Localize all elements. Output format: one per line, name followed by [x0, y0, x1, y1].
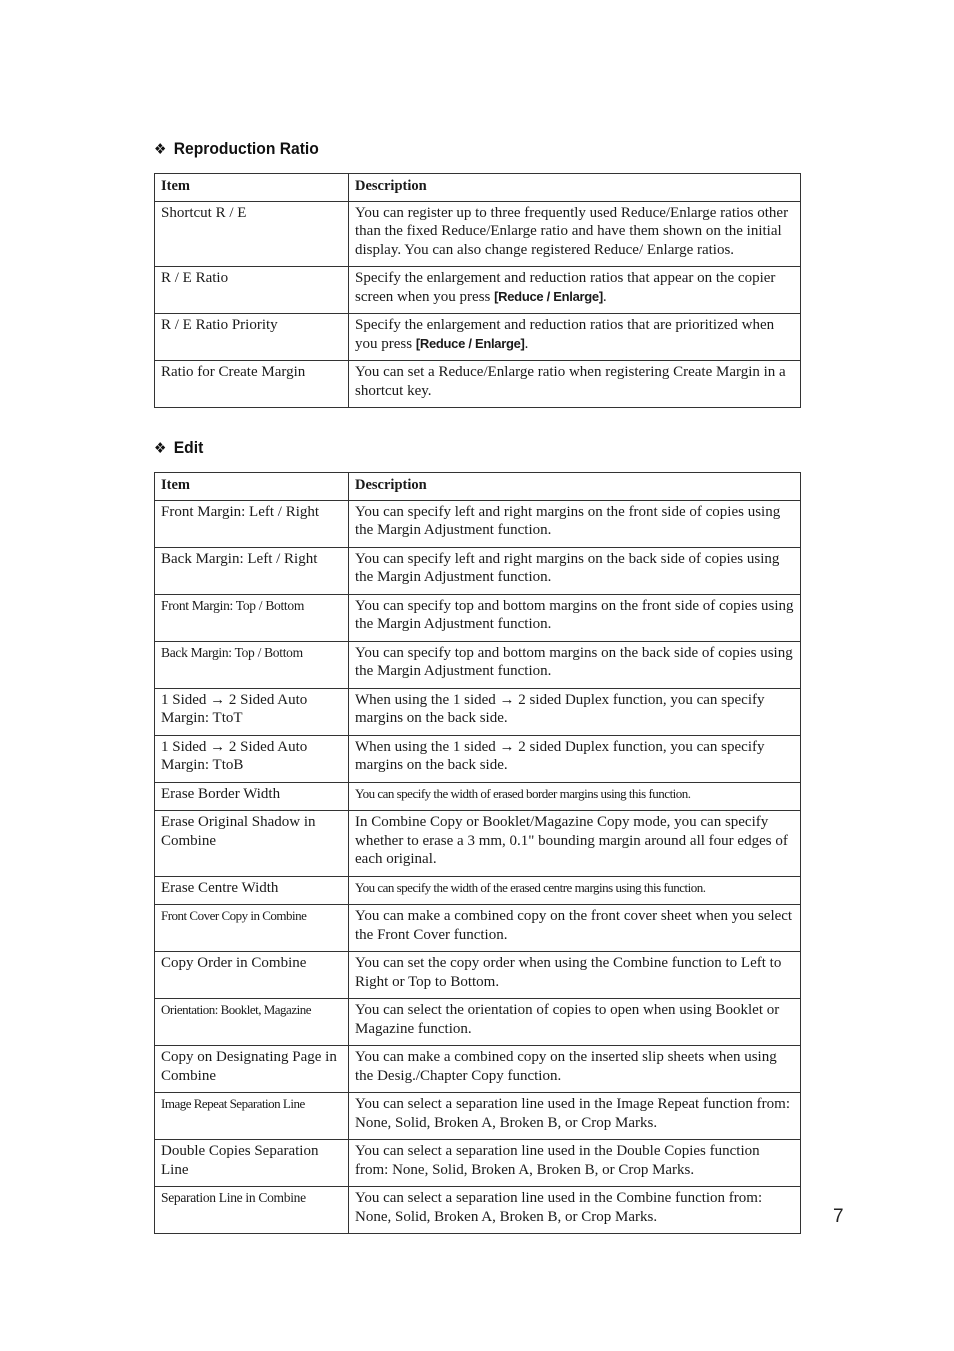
reproduction-ratio-table — [154, 173, 801, 408]
item-cell: Front Margin: Top / Bottom — [155, 594, 349, 641]
description-cell: You can select a separation line used in the Double Copies function from: None, Solid, Broken A, Broken B, or Crop Marks. — [349, 1140, 801, 1187]
table-header-row — [155, 174, 801, 202]
page-number: 7 — [833, 1206, 844, 1227]
table-row — [155, 201, 801, 267]
table-row — [155, 1093, 801, 1140]
table-row — [155, 547, 801, 594]
description-cell: You can register up to three frequently used Reduce/Enlarge ratios other than the fixed Reduce/Enlarge ratio and have them shown on the initial display. You can also change registered Reduce/ Enlarge ratios. — [349, 201, 801, 267]
item-cell: Ratio for Create Margin — [155, 361, 349, 408]
description-cell: You can set the copy order when using the Combine function to Left to Right or Top to Bottom. — [349, 952, 801, 999]
item-cell: R / E Ratio — [155, 267, 349, 314]
description-cell: You can specify top and bottom margins on the back side of copies using the Margin Adjustment function. — [349, 641, 801, 688]
item-cell: Erase Original Shadow in Combine — [155, 811, 349, 877]
table-row — [155, 952, 801, 999]
diamond-bullet-icon: ❖ — [154, 439, 167, 457]
item-cell: Front Margin: Left / Right — [155, 500, 349, 547]
table-row — [155, 641, 801, 688]
diamond-bullet-icon: ❖ — [154, 140, 167, 158]
item-cell: R / E Ratio Priority — [155, 314, 349, 361]
description-cell: You can make a combined copy on the inserted slip sheets when using the Desig./Chapter Copy function. — [349, 1046, 801, 1093]
description-cell: You can select a separation line used in the Image Repeat function from: None, Solid, Broken A, Broken B, or Crop Marks. — [349, 1093, 801, 1140]
description-cell: When using the 1 sided → 2 sided Duplex function, you can specify margins on the back side. — [349, 735, 801, 782]
description-cell: You can specify left and right margins on the front side of copies using the Margin Adjustment function. — [349, 500, 801, 547]
table-row — [155, 735, 801, 782]
reduce-enlarge-key-label: [Reduce / Enlarge] — [494, 288, 603, 304]
description-tail: . — [524, 335, 529, 352]
table-row — [155, 314, 801, 361]
table-row — [155, 782, 801, 811]
item-cell: Double Copies Separation Line — [155, 1140, 349, 1187]
description-cell: You can specify top and bottom margins on the front side of copies using the Margin Adjustment function. — [349, 594, 801, 641]
item-cell: Separation Line in Combine — [155, 1187, 349, 1234]
item-cell: Copy Order in Combine — [155, 952, 349, 999]
description-cell: When using the 1 sided → 2 sided Duplex function, you can specify margins on the back side. — [349, 688, 801, 735]
description-cell: You can select a separation line used in the Combine function from: None, Solid, Broken A, Broken B, or Crop Marks. — [349, 1187, 801, 1234]
item-cell: 1 Sided → 2 Sided Auto Margin: TtoB — [155, 735, 349, 782]
description-cell: You can make a combined copy on the front cover sheet when you select the Front Cover function. — [349, 905, 801, 952]
item-cell: Front Cover Copy in Combine — [155, 905, 349, 952]
description-cell — [349, 314, 801, 361]
table-row — [155, 905, 801, 952]
item-cell: Erase Centre Width — [155, 876, 349, 905]
description-text: Specify the enlargement and reduction ratios that appear on the copier screen when you press — [355, 270, 776, 305]
table-row — [155, 999, 801, 1046]
column-header-description: Description — [349, 174, 801, 202]
column-header-item: Item — [155, 473, 349, 501]
description-cell — [349, 267, 801, 314]
description-tail: . — [602, 288, 607, 305]
table-row — [155, 1046, 801, 1093]
table-row — [155, 1140, 801, 1187]
edit-table — [154, 472, 801, 1234]
description-cell: In Combine Copy or Booklet/Magazine Copy mode, you can specify whether to erase a 3 mm, 0.1" bounding margin around all four edges of each original. — [349, 811, 801, 877]
edit-heading — [154, 438, 203, 458]
edit-title: Edit — [173, 438, 204, 457]
table-row — [155, 361, 801, 408]
item-cell: Back Margin: Top / Bottom — [155, 641, 349, 688]
description-cell: You can specify left and right margins on the back side of copies using the Margin Adjustment function. — [349, 547, 801, 594]
reduce-enlarge-key-label: [Reduce / Enlarge] — [415, 335, 525, 351]
item-cell: 1 Sided → 2 Sided Auto Margin: TtoT — [155, 688, 349, 735]
item-cell: Erase Border Width — [155, 782, 349, 811]
item-cell: Back Margin: Left / Right — [155, 547, 349, 594]
column-header-description: Description — [349, 473, 801, 501]
column-header-item: Item — [155, 174, 349, 202]
description-cell: You can select the orientation of copies to open when using Booklet or Magazine function. — [349, 999, 801, 1046]
reproduction-ratio-title: Reproduction Ratio — [173, 139, 319, 158]
description-cell: You can specify the width of erased border margins using this function. — [349, 782, 801, 811]
item-cell: Shortcut R / E — [155, 201, 349, 267]
table-row — [155, 876, 801, 905]
table-row — [155, 1187, 801, 1234]
item-cell: Copy on Designating Page in Combine — [155, 1046, 349, 1093]
description-cell: You can specify the width of the erased centre margins using this function. — [349, 876, 801, 905]
item-cell: Orientation: Booklet, Magazine — [155, 999, 349, 1046]
table-header-row — [155, 473, 801, 501]
table-row — [155, 267, 801, 314]
table-row — [155, 688, 801, 735]
table-row — [155, 594, 801, 641]
description-cell: You can set a Reduce/Enlarge ratio when registering Create Margin in a shortcut key. — [349, 361, 801, 408]
description-text: Specify the enlargement and reduction ratios that are prioritized when you press — [355, 317, 775, 352]
item-cell: Image Repeat Separation Line — [155, 1093, 349, 1140]
table-row — [155, 500, 801, 547]
reproduction-ratio-heading — [154, 139, 319, 159]
table-row — [155, 811, 801, 877]
